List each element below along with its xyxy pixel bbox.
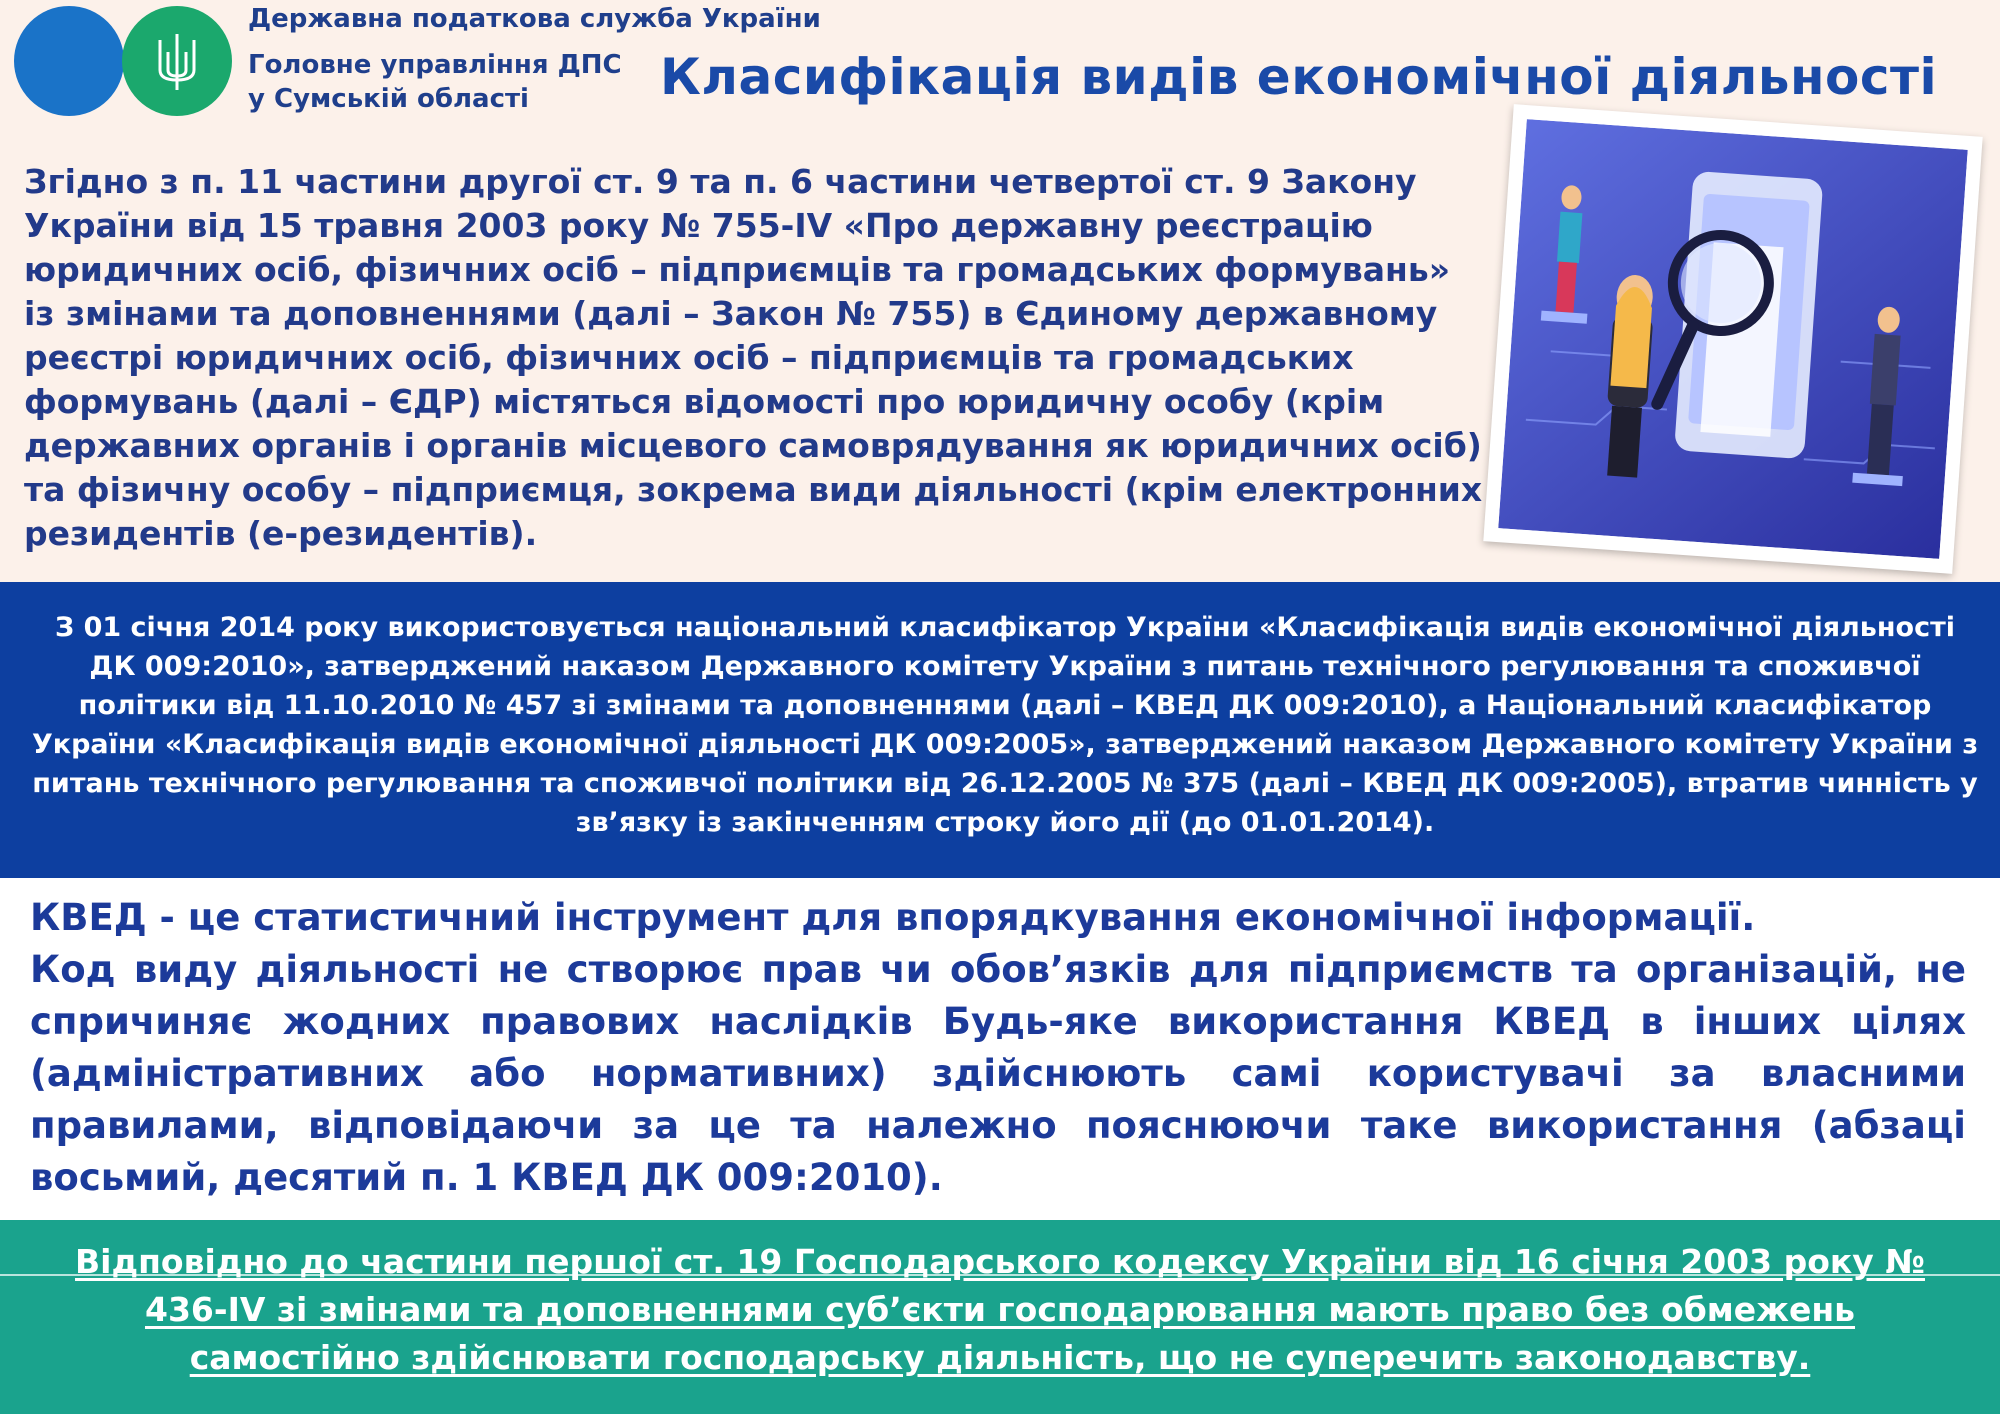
illustration-frame — [1483, 104, 1982, 574]
intro-paragraph — [24, 160, 1484, 556]
logo-green-circle — [122, 6, 232, 116]
teal-section-text: Відповідно до частини першої ст. 19 Господарського кодексу України від 16 січня 2003 року № 436-IV зі змінами та доповненнями суб’єкти господарювання мають право без обмежень самостійно здійснювати господарську діяльність, що не суперечить законодавству. — [75, 1242, 1925, 1377]
kved-definition-section — [0, 878, 2000, 1220]
kved-definition-paragraph: Код виду діяльності не створює прав чи обов’язків для підприємств та організацій, не спричиняє жодних правових наслідків Будь-яке використання КВЕД в інших цілях (адміністративних або нормативних) здійснюють самі користувачі за власними правилами, відповідаючи за це та належно пояснюючи таке використання (абзаці восьмий, десятий п. 1 КВЕД ДК 009:2010). — [30, 948, 1966, 1199]
blue-info-section — [0, 582, 2000, 878]
page-title: Класифікація видів економічної діяльності — [660, 48, 1938, 106]
blue-section-text: З 01 січня 2014 року використовується національний класифікатор України «Класифікація видів економічної діяльності ДК 009:2010», затверджений наказом Державного комітету України з питань технічного регулювання та споживчої політики від 11.10.2010 № 457 зі змінами та доповненнями (далі – КВЕД ДК 009:2010), а Національний класифікатор України «Класифікація видів економічної діяльності ДК 009:2005», затверджений наказом Державного комітету України з питань технічного регулювання та споживчої політики від 26.12.2005 № 375 (далі – КВЕД ДК 009:2005), втратив чинність у зв’язку із закінченням строку його дії (до 01.01.2014). — [31, 612, 1979, 838]
trident-icon — [152, 30, 202, 94]
intro-text: Згідно з п. 11 частини другої ст. 9 та п. 6 частини четвертої ст. 9 Закону України від 15 травня 2003 року № 755-IV «Про державну реєстрацію юридичних осіб, фізичних осіб – підприємців та громадських формувань» із змінами та доповненнями (далі – Закон № 755) в Єдиному державному реєстрі юридичних осіб, фізичних осіб – підприємців та громадських формувань (далі – ЄДР) містяться відомості про юридичну особу (крім державних органів і органів місцевого самоврядування як юридичних осіб) та фізичну особу – підприємця, зокрема види діяльності (крім електронних резидентів (е-резидентів). — [24, 162, 1483, 553]
org-name: Державна податкова служба України — [248, 4, 821, 34]
teal-info-section — [0, 1220, 2000, 1414]
kved-definition-line: КВЕД - це статистичний інструмент для впорядкування економічної інформації. — [30, 896, 1756, 939]
kved-definition-text — [30, 892, 1966, 1204]
logo-blue-circle — [14, 6, 124, 116]
org-region: у Сумській області — [248, 84, 529, 114]
org-department: Головне управління ДПС — [248, 50, 622, 80]
magnifier-illustration — [1498, 119, 1968, 559]
